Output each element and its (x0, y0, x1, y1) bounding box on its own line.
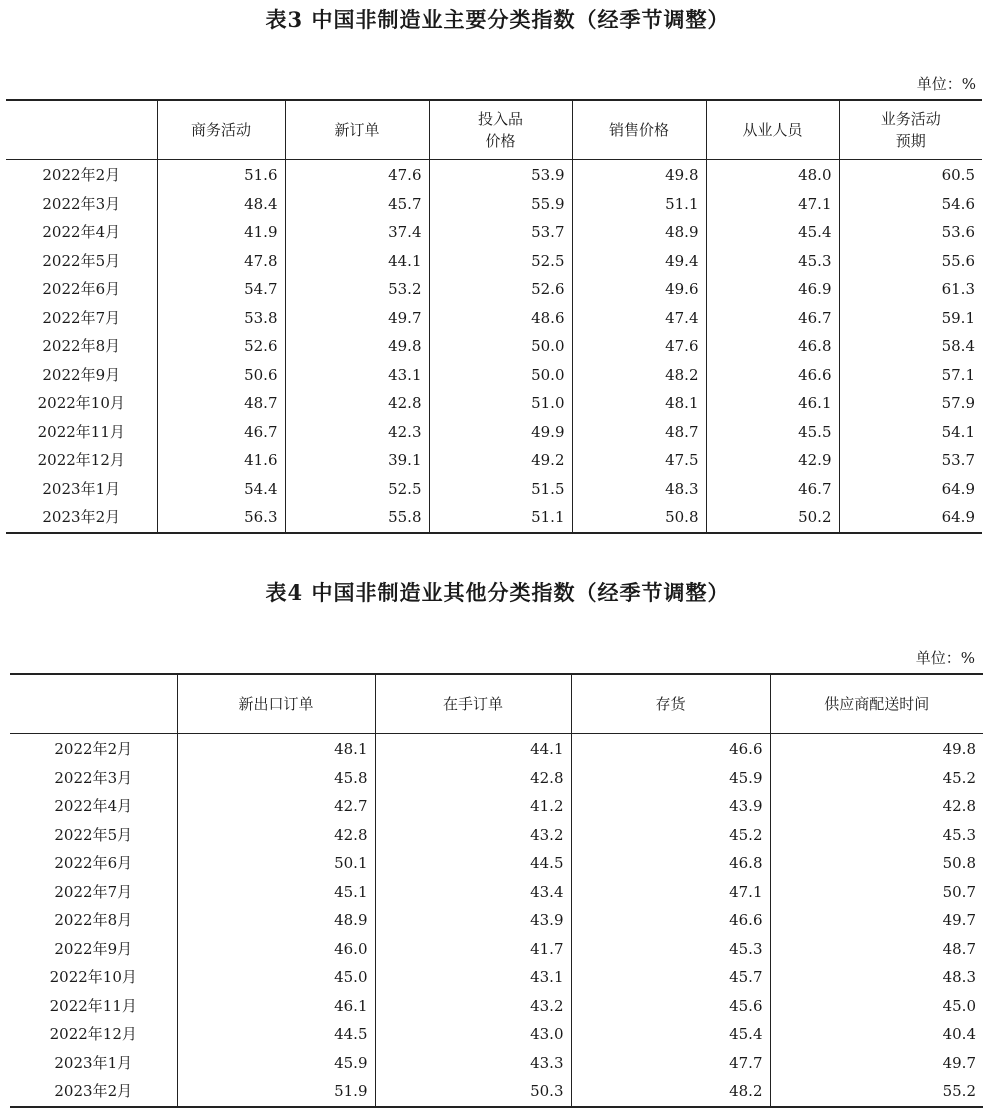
column-header (572, 100, 706, 160)
value-cell: 47.8 (157, 247, 285, 276)
value-cell: 47.7 (571, 1049, 770, 1078)
column-header-line: 存货 (655, 695, 686, 713)
value-cell: 50.0 (429, 361, 572, 390)
value-cell: 45.0 (770, 992, 983, 1021)
value-cell: 53.7 (429, 218, 572, 247)
table4-unit: 单位：% (915, 649, 975, 667)
table-row (10, 821, 983, 850)
row-label: 2023年1月 (54, 1053, 133, 1072)
column-header (177, 674, 375, 734)
value-cell: 43.2 (375, 821, 571, 850)
value-cell: 48.9 (572, 218, 706, 247)
value-cell: 53.6 (839, 218, 982, 247)
value-cell: 44.1 (375, 734, 571, 764)
value-cell: 54.7 (157, 275, 285, 304)
value-cell: 51.6 (157, 160, 285, 190)
table-row (10, 792, 983, 821)
value-cell: 43.9 (375, 906, 571, 935)
value-cell: 50.0 (429, 332, 572, 361)
value-cell: 48.1 (572, 389, 706, 418)
value-cell: 59.1 (839, 304, 982, 333)
value-cell: 45.3 (770, 821, 983, 850)
value-cell: 42.9 (706, 446, 839, 475)
value-cell: 52.6 (157, 332, 285, 361)
column-header (429, 100, 572, 160)
value-cell: 46.7 (706, 304, 839, 333)
row-label: 2022年10月 (37, 394, 125, 412)
value-cell: 51.0 (429, 389, 572, 418)
value-cell: 45.2 (571, 821, 770, 850)
value-cell: 48.3 (770, 963, 983, 992)
value-cell: 57.1 (839, 361, 982, 390)
value-cell: 49.7 (770, 906, 983, 935)
value-cell: 51.1 (572, 190, 706, 219)
column-header-line: 价格 (485, 132, 516, 150)
value-cell: 46.0 (177, 935, 375, 964)
value-cell: 48.9 (177, 906, 375, 935)
table-row (10, 906, 983, 935)
value-cell: 48.7 (157, 389, 285, 418)
table-row (6, 160, 982, 190)
value-cell: 48.2 (572, 361, 706, 390)
value-cell: 49.2 (429, 446, 572, 475)
value-cell: 55.2 (770, 1077, 983, 1107)
column-header (285, 100, 429, 160)
column-header-line: 投入品 (477, 110, 523, 128)
value-cell: 43.0 (375, 1020, 571, 1049)
value-cell: 50.6 (157, 361, 285, 390)
value-cell: 45.3 (571, 935, 770, 964)
row-label: 2022年10月 (49, 968, 137, 986)
value-cell: 49.6 (572, 275, 706, 304)
row-label: 2022年7月 (42, 308, 121, 327)
value-cell: 52.6 (429, 275, 572, 304)
column-header-line: 业务活动 (880, 110, 941, 128)
table-row (10, 963, 983, 992)
value-cell: 48.1 (177, 734, 375, 764)
value-cell: 46.7 (157, 418, 285, 447)
value-cell: 53.7 (839, 446, 982, 475)
table-row (10, 1020, 983, 1049)
value-cell: 61.3 (839, 275, 982, 304)
value-cell: 41.6 (157, 446, 285, 475)
column-header (571, 674, 770, 734)
value-cell: 46.6 (706, 361, 839, 390)
table-row (10, 992, 983, 1021)
value-cell: 42.3 (285, 418, 429, 447)
value-cell: 52.5 (429, 247, 572, 276)
value-cell: 47.5 (572, 446, 706, 475)
row-label: 2022年5月 (42, 251, 121, 270)
value-cell: 56.3 (157, 503, 285, 533)
value-cell: 43.1 (285, 361, 429, 390)
row-label: 2022年6月 (42, 280, 121, 298)
value-cell: 47.6 (572, 332, 706, 361)
value-cell: 42.8 (285, 389, 429, 418)
value-cell: 46.1 (177, 992, 375, 1021)
table-row (6, 218, 982, 247)
header-row (6, 100, 982, 160)
row-label: 2022年11月 (49, 996, 137, 1015)
value-cell: 46.1 (706, 389, 839, 418)
value-cell: 45.7 (285, 190, 429, 219)
value-cell: 37.4 (285, 218, 429, 247)
table-row (6, 332, 982, 361)
value-cell: 48.7 (572, 418, 706, 447)
value-cell: 50.3 (375, 1077, 571, 1107)
row-label: 2022年8月 (54, 911, 133, 929)
value-cell: 46.9 (706, 275, 839, 304)
value-cell: 45.8 (177, 764, 375, 793)
row-label: 2022年2月 (42, 166, 121, 184)
column-header-line: 从业人员 (742, 121, 803, 139)
column-header (770, 674, 983, 734)
value-cell: 54.6 (839, 190, 982, 219)
value-cell: 51.5 (429, 475, 572, 504)
value-cell: 42.8 (770, 792, 983, 821)
value-cell: 45.6 (571, 992, 770, 1021)
row-label: 2022年9月 (54, 939, 133, 958)
value-cell: 54.4 (157, 475, 285, 504)
column-header-line: 预期 (895, 132, 926, 150)
table-row (10, 1077, 983, 1107)
row-label: 2022年3月 (42, 194, 121, 213)
table-row (6, 418, 982, 447)
value-cell: 53.9 (429, 160, 572, 190)
value-cell: 48.6 (429, 304, 572, 333)
value-cell: 42.7 (177, 792, 375, 821)
column-header-line: 销售价格 (608, 121, 669, 139)
value-cell: 47.6 (285, 160, 429, 190)
value-cell: 58.4 (839, 332, 982, 361)
value-cell: 49.4 (572, 247, 706, 276)
value-cell: 47.1 (571, 878, 770, 907)
value-cell: 46.6 (571, 906, 770, 935)
value-cell: 39.1 (285, 446, 429, 475)
value-cell: 60.5 (839, 160, 982, 190)
value-cell: 47.4 (572, 304, 706, 333)
value-cell: 45.2 (770, 764, 983, 793)
table-row (10, 1049, 983, 1078)
value-cell: 48.0 (706, 160, 839, 190)
value-cell: 46.6 (571, 734, 770, 764)
value-cell: 64.9 (839, 475, 982, 504)
row-label: 2022年2月 (54, 740, 133, 758)
row-label: 2022年9月 (42, 365, 121, 384)
header-row (10, 674, 983, 734)
value-cell: 45.9 (177, 1049, 375, 1078)
value-cell: 45.0 (177, 963, 375, 992)
table4-title: 表4 中国非制造业其他分类指数（经季节调整） (265, 580, 730, 605)
table-row (6, 389, 982, 418)
table-row (6, 446, 982, 475)
column-header-line: 供应商配送时间 (824, 695, 930, 713)
value-cell: 53.2 (285, 275, 429, 304)
value-cell: 44.5 (375, 849, 571, 878)
row-label: 2022年7月 (54, 882, 133, 901)
value-cell: 53.8 (157, 304, 285, 333)
column-header (375, 674, 571, 734)
value-cell: 57.9 (839, 389, 982, 418)
value-cell: 52.5 (285, 475, 429, 504)
row-label: 2022年4月 (42, 223, 121, 241)
table-row (6, 275, 982, 304)
value-cell: 43.1 (375, 963, 571, 992)
row-label: 2022年12月 (49, 1025, 137, 1043)
value-cell: 55.6 (839, 247, 982, 276)
value-cell: 42.8 (375, 764, 571, 793)
row-label: 2022年4月 (54, 797, 133, 815)
table-row (10, 935, 983, 964)
value-cell: 48.3 (572, 475, 706, 504)
table3 (6, 99, 982, 534)
table4 (10, 673, 983, 1108)
column-header-line: 新订单 (334, 121, 380, 139)
column-header-line: 在手订单 (442, 695, 503, 713)
value-cell: 49.8 (770, 734, 983, 764)
value-cell: 44.5 (177, 1020, 375, 1049)
value-cell: 43.4 (375, 878, 571, 907)
row-label: 2023年1月 (42, 479, 121, 498)
row-label: 2022年3月 (54, 768, 133, 787)
value-cell: 55.9 (429, 190, 572, 219)
value-cell: 48.2 (571, 1077, 770, 1107)
value-cell: 50.8 (572, 503, 706, 533)
column-header (706, 100, 839, 160)
value-cell: 41.2 (375, 792, 571, 821)
table-row (6, 247, 982, 276)
value-cell: 55.8 (285, 503, 429, 533)
value-cell: 64.9 (839, 503, 982, 533)
value-cell: 43.9 (571, 792, 770, 821)
value-cell: 45.1 (177, 878, 375, 907)
value-cell: 41.9 (157, 218, 285, 247)
corner-cell (6, 100, 157, 160)
row-label: 2022年11月 (37, 422, 125, 441)
value-cell: 45.4 (706, 218, 839, 247)
value-cell: 46.8 (706, 332, 839, 361)
value-cell: 51.9 (177, 1077, 375, 1107)
corner-cell (10, 674, 177, 734)
value-cell: 46.7 (706, 475, 839, 504)
row-label: 2022年12月 (37, 451, 125, 469)
table-row (6, 503, 982, 533)
value-cell: 48.7 (770, 935, 983, 964)
table-row (6, 361, 982, 390)
value-cell: 45.9 (571, 764, 770, 793)
value-cell: 49.8 (572, 160, 706, 190)
row-label: 2022年5月 (54, 825, 133, 844)
value-cell: 45.3 (706, 247, 839, 276)
value-cell: 49.7 (285, 304, 429, 333)
value-cell: 49.9 (429, 418, 572, 447)
table3-title: 表3 中国非制造业主要分类指数（经季节调整） (265, 7, 730, 32)
value-cell: 50.8 (770, 849, 983, 878)
value-cell: 46.8 (571, 849, 770, 878)
value-cell: 43.2 (375, 992, 571, 1021)
table-row (10, 878, 983, 907)
value-cell: 40.4 (770, 1020, 983, 1049)
value-cell: 49.8 (285, 332, 429, 361)
value-cell: 43.3 (375, 1049, 571, 1078)
value-cell: 51.1 (429, 503, 572, 533)
value-cell: 45.4 (571, 1020, 770, 1049)
row-label: 2022年8月 (42, 337, 121, 355)
table-row (6, 304, 982, 333)
row-label: 2022年6月 (54, 854, 133, 872)
value-cell: 47.1 (706, 190, 839, 219)
value-cell: 54.1 (839, 418, 982, 447)
column-header (157, 100, 285, 160)
column-header-line: 新出口订单 (238, 695, 314, 713)
value-cell: 50.2 (706, 503, 839, 533)
value-cell: 41.7 (375, 935, 571, 964)
value-cell: 45.7 (571, 963, 770, 992)
table-row (10, 734, 983, 764)
value-cell: 48.4 (157, 190, 285, 219)
table-row (10, 849, 983, 878)
table-row (6, 190, 982, 219)
column-header (839, 100, 982, 160)
value-cell: 50.1 (177, 849, 375, 878)
value-cell: 42.8 (177, 821, 375, 850)
value-cell: 45.5 (706, 418, 839, 447)
table-row (10, 764, 983, 793)
value-cell: 50.7 (770, 878, 983, 907)
column-header-line: 商务活动 (190, 121, 251, 139)
table-row (6, 475, 982, 504)
value-cell: 49.7 (770, 1049, 983, 1078)
table3-unit: 单位：% (916, 75, 976, 93)
row-label: 2023年2月 (10, 1077, 177, 1107)
value-cell: 44.1 (285, 247, 429, 276)
row-label: 2023年2月 (6, 503, 157, 533)
